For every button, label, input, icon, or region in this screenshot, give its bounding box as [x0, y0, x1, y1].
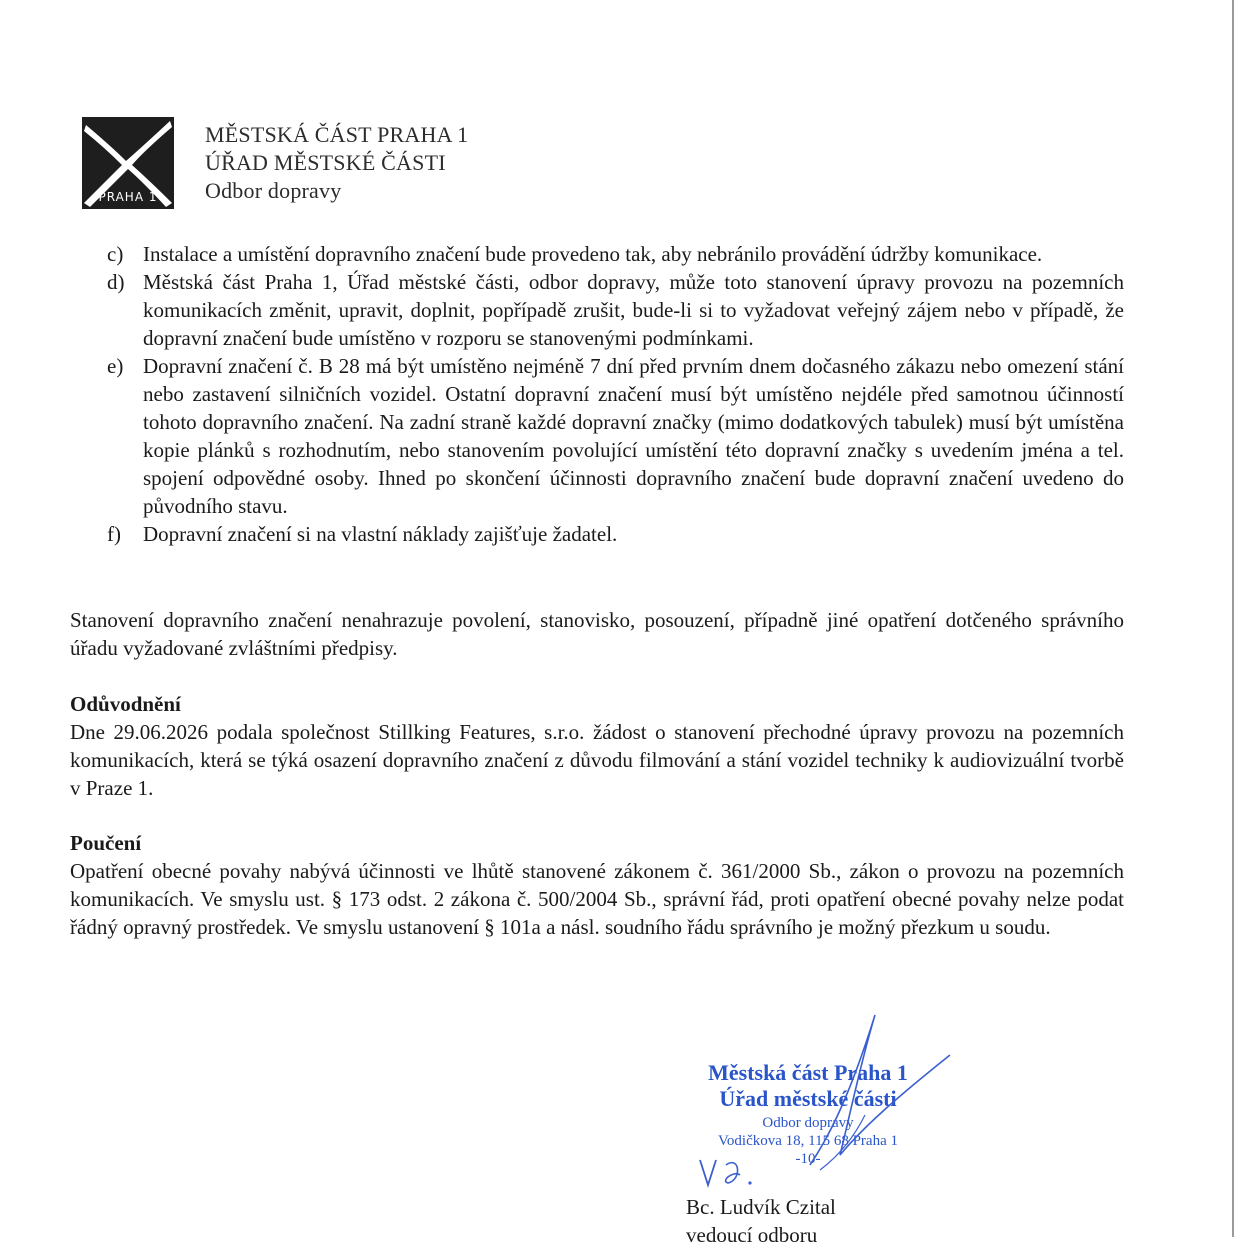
instruction-text: Opatření obecné povahy nabývá účinnosti ve lhůtě stanovené zákonem č. 361/2000 Sb., zákon o provozu na pozemních komunikacích. Ve smyslu ust. § 173 odst. 2 zákona č. 500/2004 Sb., správní řád, proti opatření obecné povahy nelze podat řádný opravný prostředek. Ve smyslu ustanovení § 101a a násl. soudního řádu správního je možný přezkum u soudu. [70, 859, 1124, 939]
header-municipality: MĚSTSKÁ ČÁST PRAHA 1 [205, 122, 469, 147]
stamp-line-address: Vodičkova 18, 115 68 Praha 1 [718, 1133, 898, 1149]
note-paragraph: Stanovení dopravního značení nenahrazuje povolení, stanovisko, posouzení, případně jiné opatření dotčeného správního úřadu vyžadované zvláštními předpisy. [70, 608, 1124, 660]
handwritten-signature [690, 1005, 970, 1205]
page-edge-line [1232, 0, 1234, 1237]
instruction-section [70, 829, 1124, 941]
condition-item [0, 268, 1240, 352]
condition-label: f) [107, 522, 121, 546]
logo-text: PRAHA 1 [98, 190, 158, 204]
condition-text: Dopravní značení si na vlastní náklady zajišťuje žadatel. [143, 522, 618, 546]
stamp-line-municipality: Městská část Praha 1 [708, 1060, 908, 1085]
header-office: ÚŘAD MĚSTSKÉ ČÁSTI [205, 150, 446, 175]
signer-name: Bc. Ludvík Czital [686, 1195, 836, 1219]
condition-item [0, 240, 1240, 268]
condition-item [0, 520, 1240, 548]
office-header [205, 121, 468, 205]
header-department: Odbor dopravy [205, 178, 342, 203]
condition-label: d) [107, 270, 125, 294]
praha1-logo [82, 117, 174, 209]
justification-text: Dne 29.06.2026 podala společnost Stillking Features, s.r.o. žádost o stanovení přechodné úpravy provozu na pozemních komunikacích, která se týká osazení dopravního značení z důvodu filmování a stání vozidel techniky k audiovizuální tvorbě v Praze 1. [70, 720, 1124, 800]
justification-section [70, 690, 1124, 802]
condition-label: e) [107, 354, 124, 378]
condition-label: c) [107, 242, 124, 266]
signer-block [686, 1193, 836, 1249]
justification-heading: Odůvodnění [70, 692, 181, 716]
condition-item [0, 352, 1240, 520]
condition-text: Dopravní značení č. B 28 má být umístěno nejméně 7 dní před prvním dnem dočasného zákazu nebo omezení stání nebo zastavení silničních vozidel. Ostatní dopravní značení musí být umístěno nejdéle před samotnou účinností tohoto dopravního značení. Na zadní straně každé dopravní značky (mimo dodatkových tabulek) musí být umístěna kopie plánků s rozhodnutím, nebo stanovením povolující umístění této dopravní značky s uvedením jména a tel. spojení odpovědné osoby. Ihned po skončení účinnosti dopravního značení bude dopravní značení uvedeno do původního stavu. [143, 354, 1124, 518]
stamp-line-number: -10- [795, 1151, 821, 1167]
signer-role: vedoucí odboru [686, 1223, 818, 1247]
stamp-line-department: Odbor dopravy [762, 1115, 854, 1131]
stamp-line-office: Úřad městské části [719, 1086, 897, 1111]
instruction-heading: Poučení [70, 831, 142, 855]
condition-text: Městská část Praha 1, Úřad městské části, odbor dopravy, může toto stanovení úpravy provozu na pozemních komunikacích změnit, upravit, doplnit, popřípadě zrušit, bude-li si to vyžadovat veřejný zájem nebo v případě, že dopravní značení bude umístěno v rozporu se stanovenými podmínkami. [143, 270, 1124, 350]
condition-text: Instalace a umístění dopravního značení bude provedeno tak, aby nebránilo provádění údržby komunikace. [143, 242, 1043, 266]
conditions-list [0, 240, 1240, 548]
